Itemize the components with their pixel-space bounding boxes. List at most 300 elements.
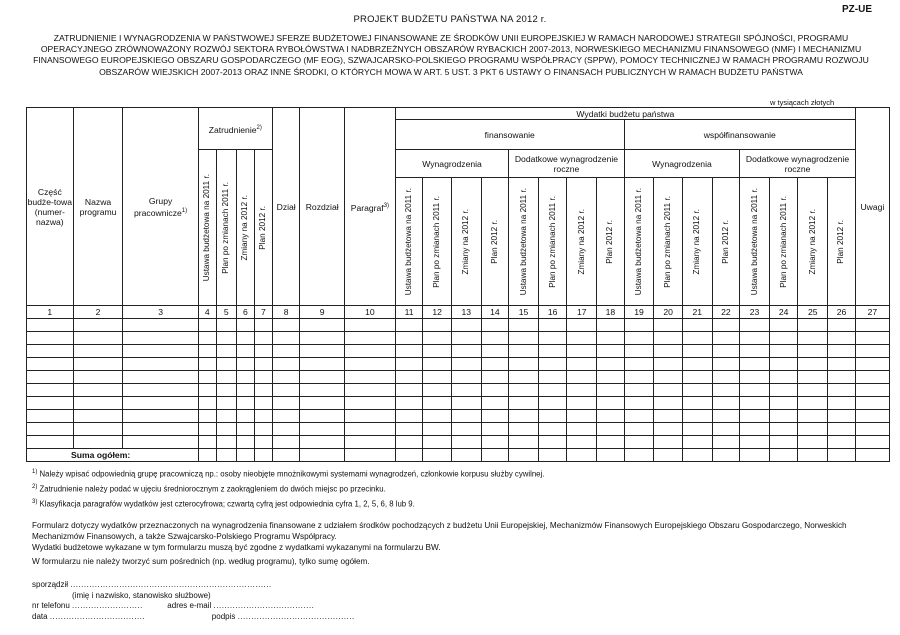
table-cell[interactable] xyxy=(597,423,625,436)
table-cell[interactable] xyxy=(272,423,300,436)
table-cell[interactable] xyxy=(123,410,198,423)
table-cell[interactable] xyxy=(27,397,74,410)
table-cell[interactable] xyxy=(654,397,683,410)
table-cell[interactable] xyxy=(654,410,683,423)
table-cell[interactable] xyxy=(538,332,567,345)
table-cell[interactable] xyxy=(769,423,798,436)
table-cell[interactable] xyxy=(123,345,198,358)
table-cell[interactable] xyxy=(682,384,712,397)
table-cell[interactable] xyxy=(855,345,889,358)
table-row xyxy=(27,371,890,384)
table-cell[interactable] xyxy=(198,397,216,410)
table-cell[interactable] xyxy=(828,345,856,358)
table-cell[interactable] xyxy=(216,358,236,371)
table-cell[interactable] xyxy=(769,397,798,410)
table-cell[interactable] xyxy=(798,319,828,332)
table-cell[interactable] xyxy=(481,384,509,397)
table-cell[interactable] xyxy=(73,384,123,397)
table-cell[interactable] xyxy=(712,371,740,384)
table-cell[interactable] xyxy=(712,345,740,358)
table-cell[interactable] xyxy=(682,423,712,436)
table-cell[interactable] xyxy=(423,384,452,397)
table-cell[interactable] xyxy=(654,423,683,436)
column-number-6: 6 xyxy=(236,306,254,319)
table-cell[interactable] xyxy=(254,332,272,345)
table-cell[interactable] xyxy=(855,332,889,345)
table-cell[interactable] xyxy=(198,371,216,384)
table-cell[interactable] xyxy=(198,319,216,332)
table-cell[interactable] xyxy=(567,345,597,358)
table-cell[interactable] xyxy=(682,358,712,371)
table-cell[interactable] xyxy=(682,410,712,423)
table-cell[interactable] xyxy=(344,345,395,358)
table-cell[interactable] xyxy=(567,332,597,345)
table-cell[interactable] xyxy=(254,345,272,358)
table-cell[interactable] xyxy=(272,371,300,384)
table-cell[interactable] xyxy=(423,410,452,423)
table-cell[interactable] xyxy=(254,397,272,410)
table-cell[interactable] xyxy=(272,410,300,423)
table-cell[interactable] xyxy=(451,436,481,449)
table-cell[interactable] xyxy=(236,319,254,332)
table-cell[interactable] xyxy=(509,397,539,410)
column-number-17: 17 xyxy=(567,306,597,319)
table-cell[interactable] xyxy=(481,332,509,345)
table-cell[interactable] xyxy=(27,332,74,345)
table-cell[interactable] xyxy=(828,397,856,410)
table-cell[interactable] xyxy=(254,319,272,332)
table-body xyxy=(27,319,890,449)
table-cell[interactable] xyxy=(123,397,198,410)
table-cell[interactable] xyxy=(73,397,123,410)
table-cell[interactable] xyxy=(509,436,539,449)
table-cell[interactable] xyxy=(712,423,740,436)
table-cell[interactable] xyxy=(798,332,828,345)
table-cell[interactable] xyxy=(624,319,654,332)
table-cell[interactable] xyxy=(451,371,481,384)
table-cell[interactable] xyxy=(567,423,597,436)
table-cell[interactable] xyxy=(597,397,625,410)
table-cell[interactable] xyxy=(423,397,452,410)
table-cell[interactable] xyxy=(423,358,452,371)
table-cell[interactable] xyxy=(567,358,597,371)
table-cell[interactable] xyxy=(855,423,889,436)
table-cell[interactable] xyxy=(198,332,216,345)
table-cell[interactable] xyxy=(216,384,236,397)
table-cell[interactable] xyxy=(538,319,567,332)
header-v-11: Ustawa budżetowa na 2011 r. xyxy=(395,178,423,306)
table-cell[interactable] xyxy=(27,384,74,397)
table-cell[interactable] xyxy=(216,436,236,449)
table-cell[interactable] xyxy=(740,423,770,436)
table-cell[interactable] xyxy=(597,436,625,449)
table-cell[interactable] xyxy=(654,358,683,371)
table-cell[interactable] xyxy=(395,332,423,345)
table-cell[interactable] xyxy=(451,423,481,436)
table-cell[interactable] xyxy=(216,423,236,436)
table-cell[interactable] xyxy=(73,371,123,384)
table-cell[interactable] xyxy=(451,384,481,397)
table-cell[interactable] xyxy=(395,397,423,410)
table-cell[interactable] xyxy=(254,384,272,397)
table-cell[interactable] xyxy=(236,345,254,358)
table-cell[interactable] xyxy=(27,371,74,384)
table-cell[interactable] xyxy=(344,423,395,436)
table-cell[interactable] xyxy=(624,371,654,384)
table-cell[interactable] xyxy=(272,319,300,332)
table-cell[interactable] xyxy=(423,436,452,449)
table-cell[interactable] xyxy=(740,397,770,410)
table-cell[interactable] xyxy=(798,436,828,449)
table-cell[interactable] xyxy=(481,436,509,449)
table-cell[interactable] xyxy=(344,371,395,384)
table-cell[interactable] xyxy=(798,358,828,371)
table-cell[interactable] xyxy=(509,384,539,397)
table-cell[interactable] xyxy=(567,371,597,384)
table-cell[interactable] xyxy=(27,436,74,449)
table-cell[interactable] xyxy=(654,345,683,358)
table-cell[interactable] xyxy=(395,371,423,384)
table-cell[interactable] xyxy=(395,319,423,332)
table-cell[interactable] xyxy=(509,332,539,345)
table-cell[interactable] xyxy=(828,436,856,449)
table-cell[interactable] xyxy=(624,332,654,345)
column-number-27: 27 xyxy=(855,306,889,319)
table-cell[interactable] xyxy=(740,371,770,384)
table-cell[interactable] xyxy=(395,384,423,397)
table-cell[interactable] xyxy=(509,319,539,332)
table-cell[interactable] xyxy=(198,423,216,436)
table-cell[interactable] xyxy=(769,332,798,345)
table-cell[interactable] xyxy=(538,436,567,449)
table-cell[interactable] xyxy=(509,410,539,423)
table-cell[interactable] xyxy=(272,332,300,345)
table-cell[interactable] xyxy=(624,358,654,371)
table-cell[interactable] xyxy=(682,397,712,410)
table-cell[interactable] xyxy=(509,423,539,436)
table-cell[interactable] xyxy=(344,436,395,449)
table-cell[interactable] xyxy=(216,371,236,384)
table-cell[interactable] xyxy=(395,358,423,371)
table-cell[interactable] xyxy=(423,423,452,436)
table-cell[interactable] xyxy=(27,358,74,371)
table-cell[interactable] xyxy=(798,371,828,384)
table-cell[interactable] xyxy=(597,319,625,332)
table-cell[interactable] xyxy=(236,410,254,423)
table-cell[interactable] xyxy=(828,332,856,345)
table-cell[interactable] xyxy=(254,371,272,384)
table-cell[interactable] xyxy=(73,423,123,436)
table-cell[interactable] xyxy=(395,423,423,436)
table-cell[interactable] xyxy=(624,345,654,358)
table-cell[interactable] xyxy=(423,345,452,358)
table-cell[interactable] xyxy=(769,358,798,371)
table-cell[interactable] xyxy=(451,397,481,410)
table-cell[interactable] xyxy=(769,345,798,358)
header-v-26: Plan 2012 r. xyxy=(828,178,856,306)
table-cell[interactable] xyxy=(236,384,254,397)
table-cell[interactable] xyxy=(509,358,539,371)
header-paragraf: Paragraf$^{3)}$ xyxy=(344,108,395,306)
table-cell[interactable] xyxy=(123,436,198,449)
header-grupy: Grupy pracownicze$^{1)}$ xyxy=(123,108,198,306)
table-cell[interactable] xyxy=(451,358,481,371)
table-cell[interactable] xyxy=(682,371,712,384)
table-cell[interactable] xyxy=(597,371,625,384)
table-cell[interactable] xyxy=(73,345,123,358)
table-cell[interactable] xyxy=(654,319,683,332)
table-cell[interactable] xyxy=(344,319,395,332)
table-cell[interactable] xyxy=(538,371,567,384)
contact-line: nr telefonu .......................... adres e-mail ..................................... xyxy=(32,601,315,610)
table-cell[interactable] xyxy=(198,436,216,449)
table-cell[interactable] xyxy=(198,345,216,358)
table-cell[interactable] xyxy=(254,358,272,371)
table-cell[interactable] xyxy=(538,410,567,423)
table-cell[interactable] xyxy=(451,332,481,345)
table-cell[interactable] xyxy=(769,384,798,397)
table-cell[interactable] xyxy=(236,397,254,410)
table-cell[interactable] xyxy=(73,358,123,371)
table-cell[interactable] xyxy=(254,423,272,436)
table-cell[interactable] xyxy=(481,410,509,423)
table-cell[interactable] xyxy=(597,332,625,345)
table-cell[interactable] xyxy=(481,319,509,332)
table-cell[interactable] xyxy=(236,358,254,371)
table-cell[interactable] xyxy=(123,332,198,345)
table-cell[interactable] xyxy=(712,319,740,332)
table-cell[interactable] xyxy=(344,358,395,371)
table-cell[interactable] xyxy=(798,397,828,410)
table-cell[interactable] xyxy=(395,345,423,358)
table-cell[interactable] xyxy=(300,397,345,410)
table-cell[interactable] xyxy=(451,319,481,332)
table-cell[interactable] xyxy=(344,384,395,397)
table-cell[interactable] xyxy=(236,332,254,345)
table-cell[interactable] xyxy=(855,358,889,371)
header-v-18: Plan 2012 r. xyxy=(597,178,625,306)
table-cell[interactable] xyxy=(509,345,539,358)
table-cell[interactable] xyxy=(828,358,856,371)
table-cell[interactable] xyxy=(855,436,889,449)
table-cell[interactable] xyxy=(597,345,625,358)
table-cell[interactable] xyxy=(27,345,74,358)
table-cell[interactable] xyxy=(344,410,395,423)
table-cell[interactable] xyxy=(597,410,625,423)
table-cell[interactable] xyxy=(481,345,509,358)
table-cell[interactable] xyxy=(712,397,740,410)
table-cell[interactable] xyxy=(567,319,597,332)
table-cell[interactable] xyxy=(654,332,683,345)
table-cell[interactable] xyxy=(236,371,254,384)
table-cell[interactable] xyxy=(798,345,828,358)
table-cell[interactable] xyxy=(624,436,654,449)
table-cell[interactable] xyxy=(254,410,272,423)
table-cell[interactable] xyxy=(300,319,345,332)
table-cell[interactable] xyxy=(198,410,216,423)
table-cell[interactable] xyxy=(481,371,509,384)
note-2: Wydatki budżetowe wykazane w tym formularzu muszą być zgodne z wydatkami wykazanymi na formularzu BW. xyxy=(32,543,441,552)
table-cell[interactable] xyxy=(798,423,828,436)
header-v-22: Plan 2012 r. xyxy=(712,178,740,306)
table-cell[interactable] xyxy=(538,345,567,358)
table-cell[interactable] xyxy=(300,410,345,423)
table-cell[interactable] xyxy=(798,410,828,423)
table-cell[interactable] xyxy=(300,371,345,384)
table-cell[interactable] xyxy=(27,423,74,436)
header-wspolfinansowanie: współfinansowanie xyxy=(624,120,855,150)
table-cell[interactable] xyxy=(272,397,300,410)
header-czesc: Część budże-towa (numer-nazwa) xyxy=(27,108,74,306)
table-cell[interactable] xyxy=(855,410,889,423)
table-cell[interactable] xyxy=(123,319,198,332)
table-cell[interactable] xyxy=(395,410,423,423)
table-cell[interactable] xyxy=(769,371,798,384)
table-cell[interactable] xyxy=(828,371,856,384)
table-cell[interactable] xyxy=(123,384,198,397)
table-cell[interactable] xyxy=(740,410,770,423)
table-cell[interactable] xyxy=(27,319,74,332)
table-cell[interactable] xyxy=(538,423,567,436)
table-cell[interactable] xyxy=(740,384,770,397)
table-cell[interactable] xyxy=(73,410,123,423)
table-cell[interactable] xyxy=(712,436,740,449)
table-cell[interactable] xyxy=(272,436,300,449)
table-cell[interactable] xyxy=(344,332,395,345)
header-zatr-ustawa: Ustawa budżetowa na 2011 r. xyxy=(198,150,216,306)
table-cell[interactable] xyxy=(682,345,712,358)
table-cell[interactable] xyxy=(538,397,567,410)
table-cell[interactable] xyxy=(123,423,198,436)
table-cell[interactable] xyxy=(216,319,236,332)
table-cell[interactable] xyxy=(624,423,654,436)
table-cell[interactable] xyxy=(216,332,236,345)
table-cell[interactable] xyxy=(828,319,856,332)
table-cell[interactable] xyxy=(73,436,123,449)
table-cell[interactable] xyxy=(567,436,597,449)
table-cell[interactable] xyxy=(236,436,254,449)
table-cell[interactable] xyxy=(682,319,712,332)
header-zatr-plan: Plan 2012 r. xyxy=(254,150,272,306)
table-cell[interactable] xyxy=(73,332,123,345)
header-wsp-dodatkowe: Dodatkowe wynagrodzenie roczne xyxy=(740,150,856,178)
table-cell[interactable] xyxy=(828,410,856,423)
table-cell[interactable] xyxy=(624,384,654,397)
table-cell[interactable] xyxy=(740,332,770,345)
table-cell[interactable] xyxy=(300,423,345,436)
header-v-15: Ustawa budżetowa na 2011 r. xyxy=(509,178,539,306)
table-cell[interactable] xyxy=(123,358,198,371)
table-row xyxy=(27,384,890,397)
table-cell[interactable] xyxy=(597,358,625,371)
table-cell[interactable] xyxy=(740,436,770,449)
table-cell[interactable] xyxy=(654,384,683,397)
table-cell[interactable] xyxy=(769,319,798,332)
table-cell[interactable] xyxy=(712,358,740,371)
table-cell[interactable] xyxy=(828,384,856,397)
table-cell[interactable] xyxy=(216,397,236,410)
table-cell[interactable] xyxy=(538,384,567,397)
table-cell[interactable] xyxy=(272,345,300,358)
table-cell[interactable] xyxy=(712,384,740,397)
table-cell[interactable] xyxy=(740,319,770,332)
table-cell[interactable] xyxy=(272,384,300,397)
table-cell[interactable] xyxy=(344,397,395,410)
table-cell[interactable] xyxy=(481,397,509,410)
table-cell[interactable] xyxy=(855,319,889,332)
table-cell[interactable] xyxy=(395,436,423,449)
footnote-3: $^{3)}$ Klasyfikacja paragrafów wydatków jest czterocyfrowa; czwartą cyfrą jest odpowiednia cyfra 1, 2, 5, 6, 8 lub 9. xyxy=(32,499,415,509)
table-cell[interactable] xyxy=(567,397,597,410)
table-cell[interactable] xyxy=(300,332,345,345)
footnotes xyxy=(32,466,872,511)
table-cell[interactable] xyxy=(300,345,345,358)
table-cell[interactable] xyxy=(272,358,300,371)
header-v-14: Plan 2012 r. xyxy=(481,178,509,306)
table-cell[interactable] xyxy=(300,436,345,449)
table-cell[interactable] xyxy=(451,345,481,358)
table-cell[interactable] xyxy=(712,410,740,423)
table-cell[interactable] xyxy=(567,410,597,423)
table-cell[interactable] xyxy=(712,332,740,345)
header-v-17: Zmiany na 2012 r. xyxy=(567,178,597,306)
column-number-15: 15 xyxy=(509,306,539,319)
table-cell[interactable] xyxy=(423,332,452,345)
table-cell[interactable] xyxy=(481,423,509,436)
table-cell[interactable] xyxy=(198,358,216,371)
table-cell[interactable] xyxy=(624,410,654,423)
table-cell[interactable] xyxy=(597,384,625,397)
table-cell[interactable] xyxy=(740,358,770,371)
table-cell[interactable] xyxy=(509,371,539,384)
column-number-8: 8 xyxy=(272,306,300,319)
table-cell[interactable] xyxy=(254,436,272,449)
table-cell[interactable] xyxy=(538,358,567,371)
table-cell[interactable] xyxy=(855,384,889,397)
table-cell[interactable] xyxy=(73,319,123,332)
table-cell[interactable] xyxy=(451,410,481,423)
table-cell[interactable] xyxy=(798,384,828,397)
table-cell[interactable] xyxy=(682,332,712,345)
table-cell[interactable] xyxy=(198,384,216,397)
table-cell[interactable] xyxy=(624,397,654,410)
imie-caption: (imię i nazwisko, stanowisko służbowe) xyxy=(72,590,211,600)
table-cell[interactable] xyxy=(236,423,254,436)
table-cell[interactable] xyxy=(27,410,74,423)
table-cell[interactable] xyxy=(216,410,236,423)
page-subtitle: ZATRUDNIENIE I WYNAGRODZENIA W PAŃSTWOWEJ SFERZE BUDŻETOWEJ FINANSOWANE ZE ŚRODKÓW UNII EUROPEJSKIEJ W RAMACH NARODOWEJ STRATEGII SPÓJNOŚCI, PROGRAMU OPERACYJNEGO ZRÓWNOWAŻONY ROZWÓJ SEKTORA RYBOŁÓWSTWA I NADBRZEŻNYCH OBSZARÓW RYBACKICH 2007-2013, NORWESKIEGO MECHANIZMU FINANSOWEGO (NMF) I MECHANIZMU FINANSOWEGO EUROPEJSKIEGO OBSZARU GOSPODARCZEGO (MF EOG), SZWAJCARSKO-POLSKIEGO PROGRAMU WSPÓŁPRACY (SPPW), POMOCY TECHNICZNEJ W RAMACH PROGRAMU ROZWOJU OBSZARÓW WIEJSKICH 2007-2013 ORAZ INNE ŚRODKI, O KTÓRYCH MOWA W ART. 5 UST. 3 PKT 6 USTAWY O FINANSACH PUBLICZNYCH W RAMACH BUDŻETU PAŃSTWA xyxy=(33,33,869,77)
table-cell[interactable] xyxy=(769,436,798,449)
table-cell[interactable] xyxy=(300,384,345,397)
table-cell[interactable] xyxy=(423,371,452,384)
table-cell[interactable] xyxy=(654,371,683,384)
table-cell[interactable] xyxy=(216,345,236,358)
table-cell[interactable] xyxy=(567,384,597,397)
table-cell[interactable] xyxy=(855,371,889,384)
table-cell[interactable] xyxy=(740,345,770,358)
table-cell[interactable] xyxy=(123,371,198,384)
table-cell[interactable] xyxy=(828,423,856,436)
table-cell[interactable] xyxy=(682,436,712,449)
date-line: data ................................... podpis ........................................... xyxy=(32,611,355,621)
table-cell[interactable] xyxy=(423,319,452,332)
table-cell[interactable] xyxy=(481,358,509,371)
table-cell[interactable] xyxy=(654,436,683,449)
column-number-13: 13 xyxy=(451,306,481,319)
table-cell[interactable] xyxy=(769,410,798,423)
table-cell[interactable] xyxy=(300,358,345,371)
table-cell[interactable] xyxy=(855,397,889,410)
